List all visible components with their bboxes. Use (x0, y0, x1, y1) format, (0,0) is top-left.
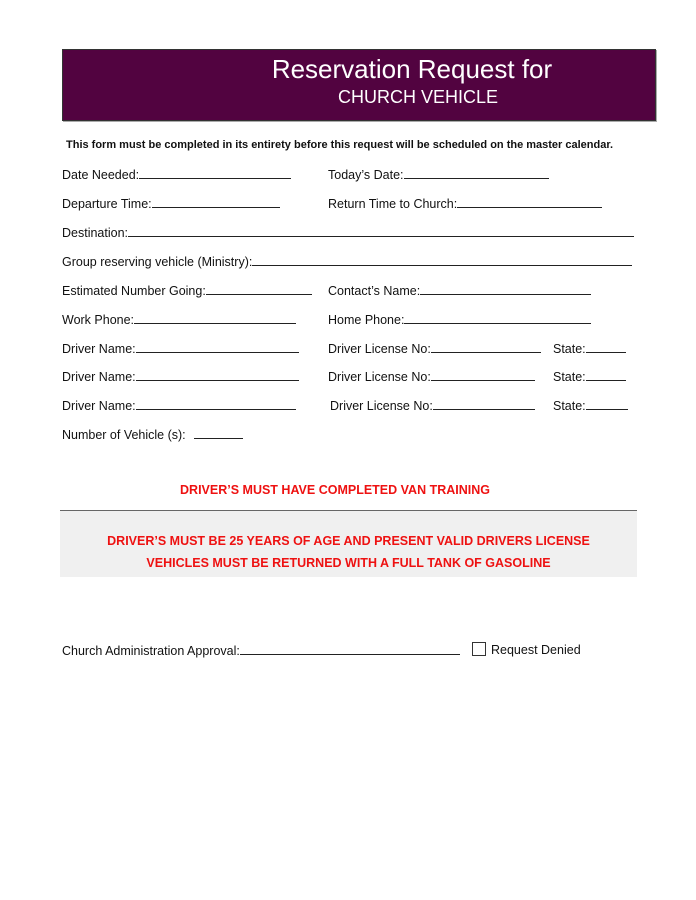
home-phone-input[interactable] (404, 311, 591, 324)
form-subtitle: CHURCH VEHICLE (337, 87, 499, 107)
number-of-vehicles-field[interactable] (62, 426, 243, 442)
driver-name-input[interactable] (136, 368, 299, 381)
driver-name-input[interactable] (136, 340, 299, 353)
state-label: State: (553, 342, 586, 356)
number-of-vehicles-label: Number of Vehicle (s): (62, 428, 186, 442)
work-phone-label: Work Phone: (62, 313, 135, 327)
approval-label: Church Administration Approval: (62, 644, 240, 658)
group-field[interactable] (62, 253, 632, 269)
work-phone-input[interactable] (134, 311, 296, 324)
date-needed-input[interactable] (139, 166, 291, 179)
contact-name-field[interactable] (328, 282, 591, 298)
driver-name-label: Driver Name: (62, 342, 136, 356)
driver-name-field-3[interactable] (62, 397, 296, 413)
driver-name-field-1[interactable] (62, 340, 299, 356)
todays-date-field[interactable] (328, 166, 549, 182)
estimated-number-input[interactable] (206, 282, 312, 295)
driver-license-input[interactable] (433, 397, 535, 410)
date-needed-label: Date Needed: (62, 168, 140, 182)
return-time-field[interactable] (328, 195, 602, 211)
destination-input[interactable] (128, 224, 634, 237)
requirements-panel (60, 510, 637, 577)
estimated-number-field[interactable] (62, 282, 312, 298)
van-training-warning: DRIVER’S MUST HAVE COMPLETED VAN TRAINING (180, 483, 490, 497)
departure-time-label: Departure Time: (62, 197, 152, 211)
return-time-input[interactable] (457, 195, 602, 208)
driver-license-label: Driver License No: (330, 399, 433, 413)
driver-license-label: Driver License No: (328, 370, 431, 384)
form-notice: This form must be completed in its entirety before this request will be scheduled on the master calendar. (66, 139, 614, 151)
driver-name-input[interactable] (136, 397, 296, 410)
date-needed-field[interactable] (62, 166, 291, 182)
state-field-3[interactable] (553, 397, 628, 413)
driver-license-input[interactable] (431, 340, 541, 353)
work-phone-field[interactable] (62, 311, 296, 327)
approval-signature-input[interactable] (240, 642, 460, 655)
state-input[interactable] (586, 397, 628, 410)
driver-license-field-2[interactable] (328, 368, 535, 384)
driver-license-input[interactable] (431, 368, 535, 381)
todays-date-input[interactable] (404, 166, 549, 179)
driver-name-field-2[interactable] (62, 368, 299, 384)
return-time-label: Return Time to Church: (328, 197, 458, 211)
request-denied-option[interactable] (472, 642, 581, 657)
form-title: Reservation Request for (271, 54, 553, 84)
state-input[interactable] (586, 340, 626, 353)
driver-name-label: Driver Name: (62, 399, 136, 413)
state-input[interactable] (586, 368, 626, 381)
form-header (62, 49, 656, 121)
state-label: State: (553, 370, 586, 384)
contact-name-label: Contact’s Name: (328, 284, 421, 298)
home-phone-label: Home Phone: (328, 313, 405, 327)
driver-license-field-3[interactable] (330, 397, 535, 413)
driver-license-field-1[interactable] (328, 340, 541, 356)
state-field-2[interactable] (553, 368, 626, 384)
driver-name-label: Driver Name: (62, 370, 136, 384)
driver-license-label: Driver License No: (328, 342, 431, 356)
group-input[interactable] (252, 253, 632, 266)
approval-field[interactable] (62, 642, 460, 658)
todays-date-label: Today’s Date: (328, 168, 404, 182)
estimated-number-label: Estimated Number Going: (62, 284, 206, 298)
destination-label: Destination: (62, 226, 129, 240)
home-phone-field[interactable] (328, 311, 591, 327)
gasoline-requirement-warning: VEHICLES MUST BE RETURNED WITH A FULL TANK OF GASOLINE (146, 556, 551, 570)
group-label: Group reserving vehicle (Ministry): (62, 255, 253, 269)
request-denied-checkbox[interactable] (472, 642, 486, 656)
request-denied-label: Request Denied (491, 643, 581, 657)
state-field-1[interactable] (553, 340, 626, 356)
destination-field[interactable] (62, 224, 634, 240)
number-of-vehicles-input[interactable] (194, 426, 243, 439)
age-requirement-warning: DRIVER’S MUST BE 25 YEARS OF AGE AND PRESENT VALID DRIVERS LICENSE (107, 534, 590, 548)
departure-time-input[interactable] (152, 195, 280, 208)
contact-name-input[interactable] (420, 282, 591, 295)
state-label: State: (553, 399, 586, 413)
departure-time-field[interactable] (62, 195, 280, 211)
